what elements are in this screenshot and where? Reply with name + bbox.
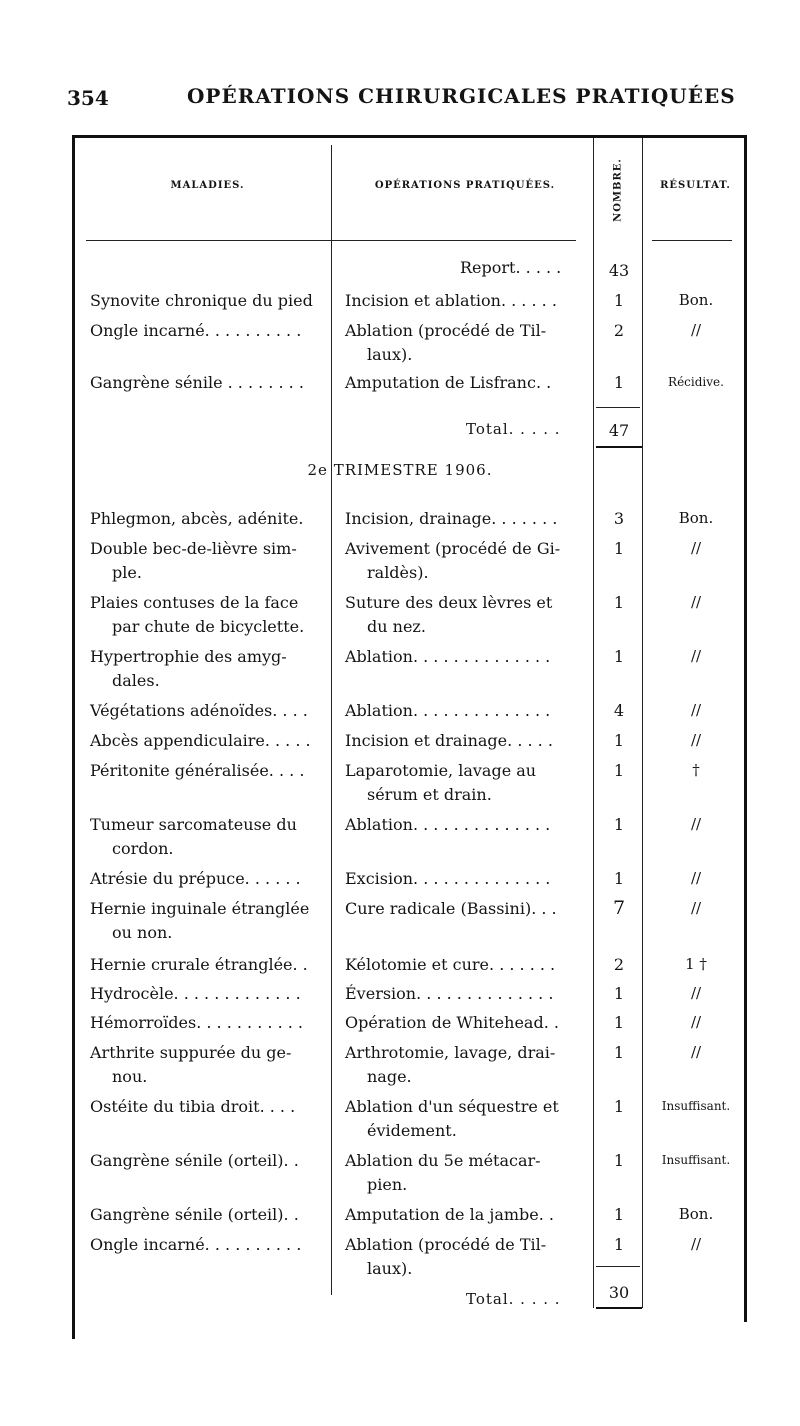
row-operation: Excision. . . . . . . . . . . . . .: [345, 869, 551, 888]
row-maladie-continued: dales.: [112, 671, 160, 690]
row-operation-continued: évidement.: [367, 1121, 457, 1140]
header-nombre-text: NOMBRE.: [612, 158, 624, 222]
row-maladie: Ongle incarné. . . . . . . . . .: [90, 321, 302, 340]
row-maladie-continued: nou.: [112, 1067, 148, 1086]
row-operation: Kélotomie et cure. . . . . . .: [345, 955, 556, 974]
row-operation: Amputation de Lisfranc. .: [345, 373, 552, 392]
row-nombre: 1: [613, 984, 625, 1003]
row-resultat: //: [690, 593, 702, 611]
row-operation: Ablation (procédé de Til-: [345, 321, 547, 340]
row-nombre: 1: [613, 815, 625, 834]
row-nombre: 1: [613, 1013, 625, 1032]
row-operation: Ablation. . . . . . . . . . . . . .: [345, 815, 551, 834]
row-maladie: Atrésie du prépuce. . . . . .: [90, 869, 301, 888]
total-box-right: [642, 1266, 643, 1308]
row-resultat: //: [690, 1235, 702, 1253]
row-operation: Incision et ablation. . . . . .: [345, 291, 557, 310]
row-maladie: Arthrite suppurée du ge-: [90, 1043, 292, 1062]
row-maladie: Hernie crurale étranglée. .: [90, 955, 308, 974]
row-maladie: Phlegmon, abcès, adénite.: [90, 509, 304, 528]
row-maladie: Hernie inguinale étranglée: [90, 899, 310, 918]
row-nombre: 2: [613, 955, 625, 974]
row-operation-continued: raldès).: [367, 563, 429, 582]
row-operation-continued: laux).: [367, 345, 413, 364]
row-maladie: Ostéite du tibia droit. . . .: [90, 1097, 296, 1116]
row-operation: Opération de Whitehead. .: [345, 1013, 559, 1032]
total-underline: [596, 1307, 642, 1309]
row-nombre: 1: [613, 593, 625, 612]
report-value: 43: [608, 261, 630, 280]
row-nombre: 1: [613, 1235, 625, 1254]
row-maladie-continued: cordon.: [112, 839, 174, 858]
row-maladie: Gangrène sénile (orteil). .: [90, 1151, 299, 1170]
header-resultat: RÉSULTAT.: [660, 180, 731, 191]
row-resultat: Bon.: [678, 1205, 714, 1223]
row-nombre: 1: [613, 1205, 625, 1224]
row-maladie: Synovite chronique du pied: [90, 291, 313, 310]
report-label: Report. . . . .: [460, 258, 562, 277]
row-maladie: Hémorroïdes. . . . . . . . . . .: [90, 1013, 303, 1032]
total-label: Total. . . . .: [466, 420, 561, 438]
row-nombre: 1: [613, 647, 625, 666]
row-nombre: 1: [613, 1151, 625, 1170]
row-resultat: //: [690, 701, 702, 719]
row-operation: Laparotomie, lavage au: [345, 761, 537, 780]
total-value: 47: [608, 421, 630, 440]
header-operations: OPÉRATIONS PRATIQUÉES.: [374, 180, 556, 191]
row-operation: Amputation de la jambe. .: [345, 1205, 554, 1224]
row-maladie-continued: par chute de bicyclette.: [112, 617, 305, 636]
row-operation: Ablation d'un séquestre et: [345, 1097, 559, 1116]
row-maladie: Ongle incarné. . . . . . . . . .: [90, 1235, 302, 1254]
total-label: Total. . . . .: [466, 1290, 561, 1308]
row-resultat: Bon.: [678, 509, 714, 527]
row-nombre: 4: [613, 701, 625, 720]
row-nombre: 1: [613, 761, 625, 780]
row-nombre: 1: [613, 1043, 625, 1062]
page-number: 354: [67, 86, 109, 110]
header-rule-result: [652, 240, 732, 241]
row-maladie: Tumeur sarcomateuse du: [90, 815, 297, 834]
row-resultat: //: [690, 815, 702, 833]
table-right-rule: [744, 135, 747, 1322]
total-rule: [596, 407, 640, 408]
row-operation: Cure radicale (Bassini). . .: [345, 899, 557, 918]
row-resultat: Insuffisant.: [661, 1153, 731, 1167]
row-resultat: //: [690, 984, 702, 1002]
row-resultat: //: [690, 647, 702, 665]
section-title: 2e TRIMESTRE 1906.: [307, 461, 493, 479]
row-nombre: 7: [612, 897, 626, 919]
row-resultat: //: [690, 1043, 702, 1061]
row-maladie: Plaies contuses de la face: [90, 593, 299, 612]
row-maladie: Péritonite généralisée. . . .: [90, 761, 305, 780]
row-operation-continued: laux).: [367, 1259, 413, 1278]
row-resultat: //: [690, 321, 702, 339]
row-operation: Ablation du 5e métacar-: [345, 1151, 541, 1170]
row-nombre: 1: [613, 731, 625, 750]
row-operation-continued: pien.: [367, 1175, 408, 1194]
row-resultat: //: [690, 731, 702, 749]
row-operation-continued: du nez.: [367, 617, 426, 636]
row-operation: Suture des deux lèvres et: [345, 593, 553, 612]
row-resultat: //: [690, 1013, 702, 1031]
row-maladie: Double bec-de-lièvre sim-: [90, 539, 297, 558]
row-resultat: Bon.: [678, 291, 714, 309]
row-nombre: 1: [613, 291, 625, 310]
row-resultat: †: [692, 761, 700, 779]
row-nombre: 2: [613, 321, 625, 340]
header-maladies: MALADIES.: [170, 180, 245, 191]
row-resultat: 1 †: [685, 955, 707, 973]
row-operation-continued: nage.: [367, 1067, 412, 1086]
table-top-rule: [72, 135, 747, 138]
row-operation: Ablation (procédé de Til-: [345, 1235, 547, 1254]
row-maladie: Abcès appendiculaire. . . . .: [90, 731, 311, 750]
row-maladie: Gangrène sénile (orteil). .: [90, 1205, 299, 1224]
row-operation-continued: sérum et drain.: [367, 785, 492, 804]
total-rule: [596, 1266, 640, 1267]
row-nombre: 3: [613, 509, 625, 528]
row-resultat: //: [690, 899, 702, 917]
row-resultat: Insuffisant.: [661, 1099, 731, 1113]
running-head: OPÉRATIONS CHIRURGICALES PRATIQUÉES: [187, 84, 736, 108]
total-underline: [596, 446, 642, 448]
row-maladie: Végétations adénoïdes. . . .: [90, 701, 308, 720]
row-maladie: Hydrocèle. . . . . . . . . . . . .: [90, 984, 301, 1003]
row-operation: Éversion. . . . . . . . . . . . . .: [345, 984, 554, 1003]
row-nombre: 1: [613, 1097, 625, 1116]
row-maladie: Gangrène sénile . . . . . . . .: [90, 373, 304, 392]
row-operation: Incision, drainage. . . . . . .: [345, 509, 558, 528]
table-left-rule: [72, 135, 75, 1339]
row-operation: Ablation. . . . . . . . . . . . . .: [345, 701, 551, 720]
row-resultat: Récidive.: [668, 375, 724, 389]
row-operation: Arthrotomie, lavage, drai-: [345, 1043, 556, 1062]
row-nombre: 1: [613, 373, 625, 392]
row-operation: Ablation. . . . . . . . . . . . . .: [345, 647, 551, 666]
header-nombre: [603, 150, 633, 230]
row-resultat: //: [690, 869, 702, 887]
total-value: 30: [608, 1283, 630, 1302]
row-maladie: Hypertrophie des amyg-: [90, 647, 287, 666]
row-operation: Incision et drainage. . . . .: [345, 731, 553, 750]
row-operation: Avivement (procédé de Gi-: [345, 539, 561, 558]
column-divider-nombre: [642, 138, 643, 1308]
row-nombre: 1: [613, 869, 625, 888]
header-rule: [86, 240, 576, 241]
row-nombre: 1: [613, 539, 625, 558]
row-resultat: //: [690, 539, 702, 557]
row-maladie-continued: ple.: [112, 563, 142, 582]
row-maladie-continued: ou non.: [112, 923, 173, 942]
